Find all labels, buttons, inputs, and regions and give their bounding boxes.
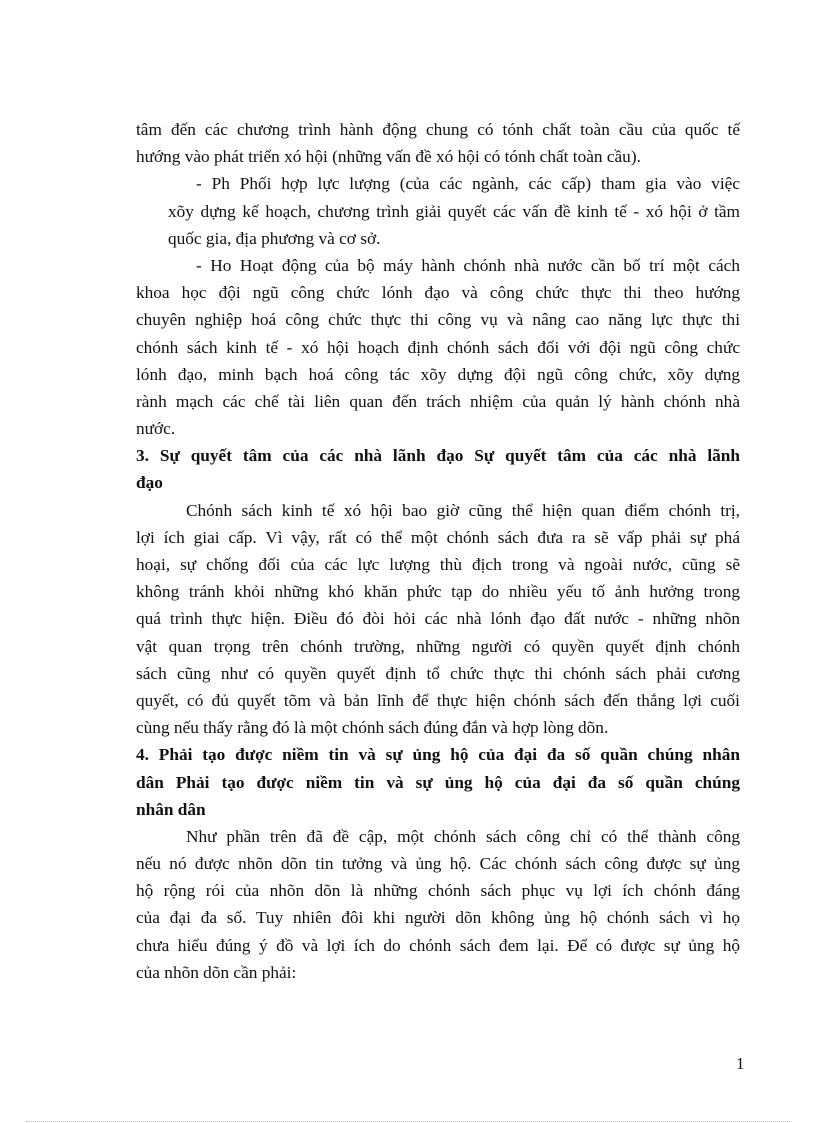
text-line: rành mạch các chế tài liên quan đến trách nhiệm của quản lý hành chónh nhà	[136, 391, 740, 411]
text-line: cùng nếu thấy rằng đó là một chónh sách đúng đắn và hợp lòng dõn.	[136, 718, 609, 738]
text-line: quá trình thực hiện. Điều đó đòi hỏi các nhà lónh đạo đất nước - những nhõn	[136, 609, 740, 629]
section-heading: 3. Sự quyết tâm của các nhà lãnh đạo Sự quyết tâm của các nhà lãnh	[136, 446, 740, 466]
text-line: - Ho Hoạt động của bộ máy hành chónh nhà nước cần bố trí một cách	[196, 255, 740, 275]
section-heading: nhân dân	[136, 799, 206, 819]
text-line: lợi ích giai cấp. Vì vậy, rất có thể một chónh sách đưa ra sẽ vấp phải sự phá	[136, 527, 740, 547]
text-line: - Ph Phối hợp lực lượng (của các ngành, các cấp) tham gia vào việc	[196, 174, 740, 194]
section-heading: đạo	[136, 473, 163, 493]
text-line: nước.	[136, 419, 176, 439]
text-line: khoa học đội ngũ công chức lónh đạo và công chức thực thi theo hướng	[136, 283, 740, 303]
text-line: không tránh khỏi những khó khăn phức tạp do nhiều yếu tố ảnh hưởng trong	[136, 582, 740, 602]
text-line: hướng vào phát triển xó hội (những vấn đề xó hội có tónh chất toàn cầu).	[136, 147, 641, 167]
text-line: hộ rộng rói của nhõn dõn là những chónh sách phục vụ lợi ích chónh đáng	[136, 881, 740, 901]
text-line: nếu nó được nhõn dõn tin tưởng và ủng hộ. Các chónh sách công được sự ủng	[136, 854, 740, 874]
text-line: lónh đạo, minh bạch hoá công tác xõy dựng đội ngũ công chức, xõy dựng	[136, 364, 740, 384]
text-line: của nhõn dõn cần phải:	[136, 962, 297, 982]
section-heading: dân Phải tạo được niềm tin và sự ủng hộ của đại đa số quần chúng	[136, 772, 740, 792]
text-line: chuyên nghiệp hoá công chức thực thi công vụ và nâng cao năng lực thực thi	[136, 310, 740, 330]
text-line: hoại, sự chống đối của các lực lượng thù địch trong và ngoài nước, cũng sẽ	[136, 555, 740, 574]
text-line: Như phần trên đã đề cập, một chónh sách công chỉ có thể thành công	[186, 826, 740, 846]
section-heading: 4. Phải tạo được niềm tin và sự ủng hộ của đại đa số quần chúng nhân	[136, 745, 740, 765]
text-line: quyết, có đủ quyết tõm và bản lĩnh để thực hiện chónh sách đến thắng lợi cuối	[136, 690, 740, 710]
text-line: chưa hiểu đúng ý đồ và lợi ích do chónh sách đem lại. Để có được sự ủng hộ	[136, 935, 740, 955]
text-line: xõy dựng kế hoạch, chương trình giải quyết các vấn đề kinh tế - xó hội ở tầm	[168, 201, 740, 221]
text-line: quốc gia, địa phương và cơ sở.	[168, 228, 381, 248]
page-bottom-divider	[26, 1121, 790, 1122]
text-line: của đại đa số. Tuy nhiên đôi khi người dõn không ủng hộ chónh sách vì họ	[136, 908, 740, 928]
text-line: Chónh sách kinh tế xó hội bao giờ cũng thể hiện quan điểm chónh trị,	[186, 500, 740, 520]
page-number: 1	[736, 1054, 745, 1073]
document-body	[136, 116, 740, 986]
text-line: chónh sách kinh tế - xó hội hoạch định chónh sách đối với đội ngũ công chức	[136, 337, 740, 357]
text-line: tâm đến các chương trình hành động chung có tónh chất toàn cầu của quốc tế	[136, 120, 740, 139]
text-line: vật quan trọng trên chónh trường, những người có quyền quyết định chónh	[136, 636, 740, 656]
text-line: sách cũng như có quyền quyết định tổ chức thực thi chónh sách phải cương	[136, 663, 740, 683]
